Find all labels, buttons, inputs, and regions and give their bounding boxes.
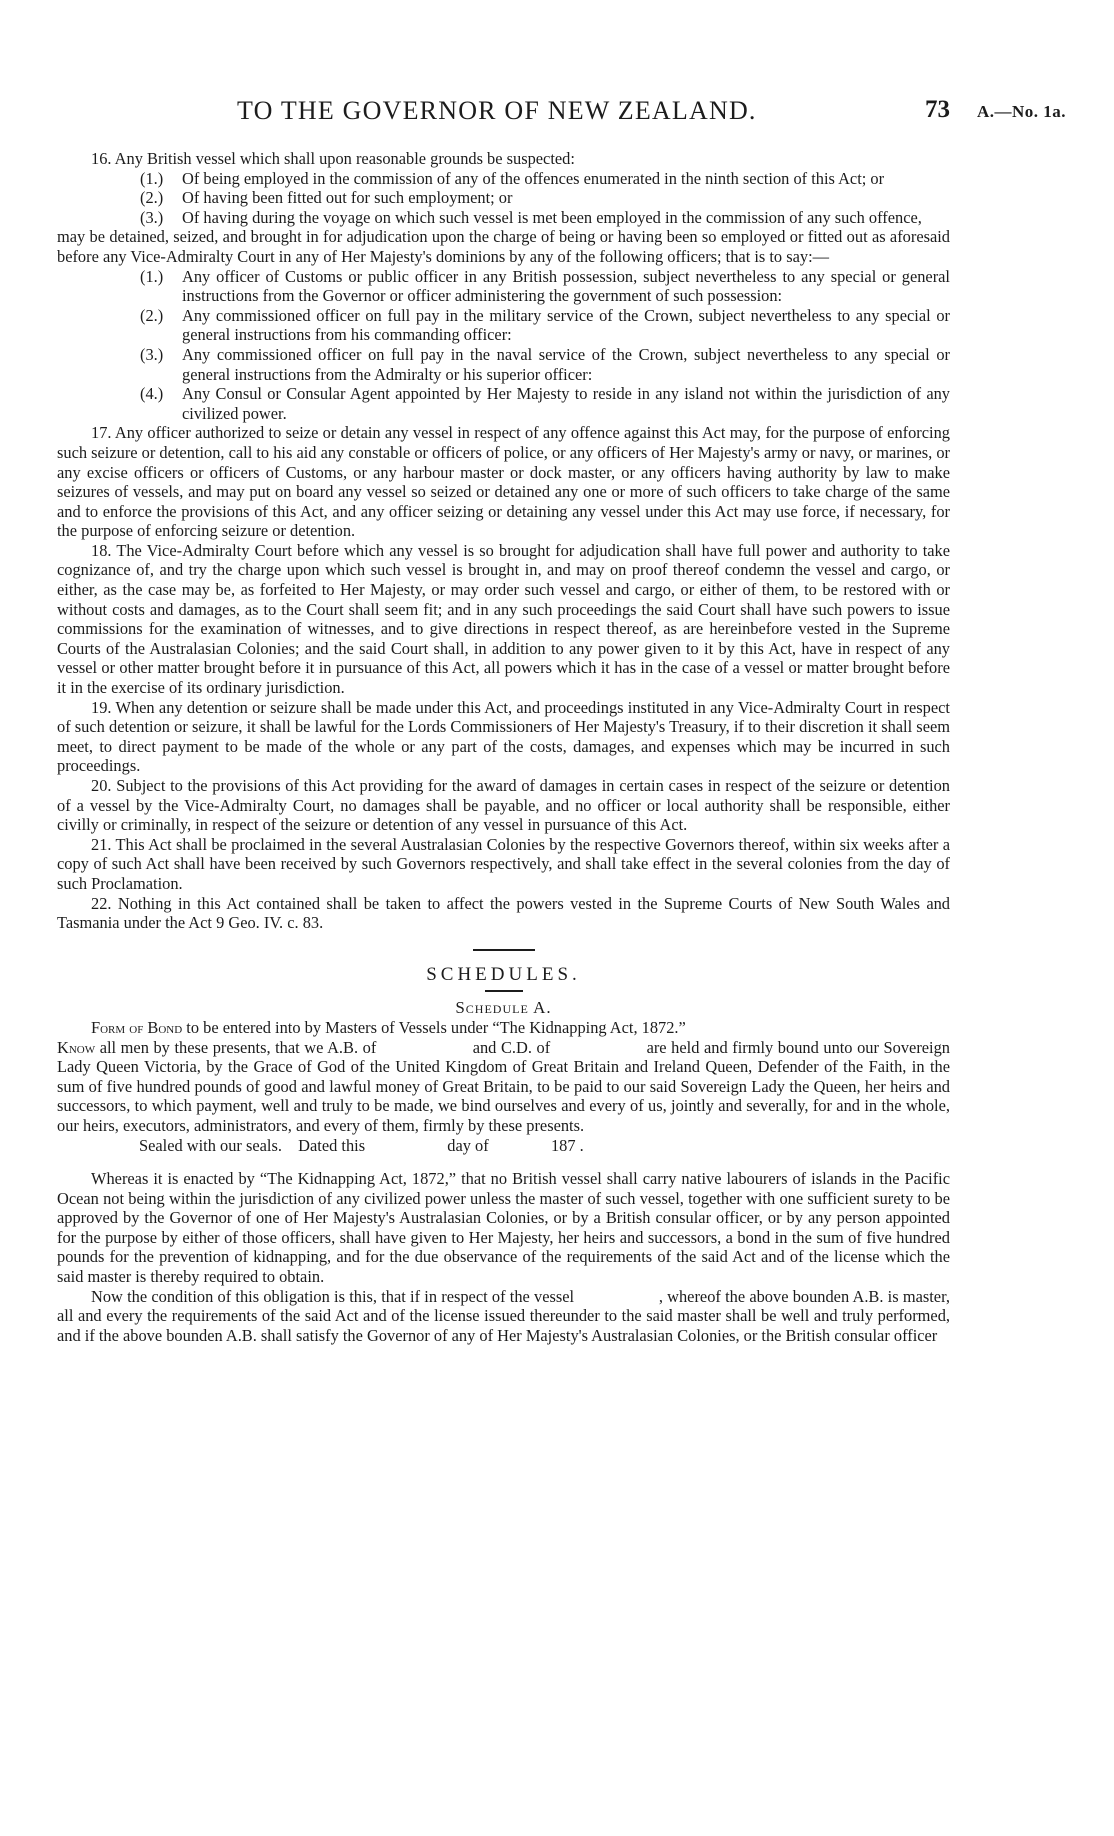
list-item: (1.) Of being employed in the commission of any of the offences enumerated in the ninth section of this Act; or xyxy=(140,168,885,188)
section-17: 17. Any officer authorized to seize or detain any vessel in respect of any offence against this Act may, for the purpose of enforcing such seizure or detention, call to his aid any constable or officers of police, or any officers of Her Majesty's army or navy, or marines, or any excise officers or officers of Customs, or any harbour master or dock master, or any officers having authority by law to make seizures of vessels, and may put on board any vessel so seized or detained any one or more of such officers to take charge of the same and to enforce the provisions of this Act, and any officer seizing or detaining any vessel under this Act may use force, if necessary, for the purpose of enforcing seizure or detention. xyxy=(57,423,950,541)
section-19: 19. When any detention or seizure shall be made under this Act, and proceedings instituted in any Vice-Admiralty Court in respect of such detention or seizure, it shall be lawful for the Lords Commissioners of Her Majesty's Treasury, if to their discretion it shall seem meet, to direct payment to be made of the whole or any part of the costs, damages, and expenses which may be incurred in such proceedings. xyxy=(57,697,950,776)
schedules-divider xyxy=(485,990,523,992)
section-18: 18. The Vice-Admiralty Court before which any vessel is so brought for adjudication shall have full power and authority to take cognizance of, and try the charge upon which such vessel is brought in, and may on proof thereof condemn the vessel and cargo, or either, as the case may be, as forfeited to Her Majesty, or may order such vessel and cargo, or either of them, to be restored with or without costs and damages, as to the Court shall seem fit; and in any such proceedings the said Court shall have such powers to issue commissions for the examination of witnesses, and to give directions in respect thereof, as are hereinbefore vested in the Supreme Courts of the Australasian Colonies; and the said Court shall, in addition to any power given to it by this Act, have in respect of any vessel or other matter brought before it in pursuance of this Act, all powers which it has in the case of a vessel or matter brought before it in the exercise of its ordinary jurisdiction. xyxy=(57,540,950,698)
section-21: 21. This Act shall be proclaimed in the several Australasian Colonies by the respective Governors thereof, within six weeks after a copy of such Act shall have been received by such Governors respectively, and shall take effect in the several colonies from the day of such Proclamation. xyxy=(57,834,950,893)
list-item: (1.) Any officer of Customs or public officer in any British possession, subject nevertheless to any special or general instructions from the Governor or officer administering the government of such possession: xyxy=(140,266,950,306)
form-of-bond: Form of Bond to be entered into by Masters of Vessels under “The Kidnapping Act, 1872.” xyxy=(91,1017,686,1037)
section-16-list xyxy=(57,169,950,228)
list-item: (2.) Of having been fitted out for such employment; or xyxy=(140,188,513,208)
whereas-paragraph: Whereas it is enacted by “The Kidnapping Act, 1872,” that no British vessel shall carry native labourers of islands in the Pacific Ocean not being within the jurisdiction of any civilized power unless the master of such vessel, together with one sufficient surety to be approved by the Governor of one of Her Majesty's Australasian Colonies, or by a British consular officer, or by any person appointed for the purpose by either of those officers, shall have given to Her Majesty, her heirs and successors, a bond in the sum of five hundred pounds for the prevention of kidnapping, and for the due observance of the requirements of the said Act and of the license which the said master is thereby required to obtain. xyxy=(57,1169,950,1287)
page-header xyxy=(0,96,1114,130)
list-item: (3.) Of having during the voyage on which such vessel is met been employed in the commission of any such offence, xyxy=(140,207,922,227)
sealed-line: Sealed with our seals. Dated this day of 187 . xyxy=(139,1135,584,1155)
document-reference: A.—No. 1a. xyxy=(977,102,1067,121)
officers-list xyxy=(57,267,950,424)
bond-text: Know all men by these presents, that we A.B. of and C.D. of are held and firmly bound unto our Sovereign Lady Queen Victoria, by the Grace of God of the United Kingdom of Great Britain and Ireland Queen, Defender of the Faith, in the sum of five hundred pounds of good and lawful money of Great Britain, to be paid to our said Sovereign Lady the Queen, her heirs and successors, to which payment, well and truly to be made, we bind ourselves and every of us, jointly and severally, for and in the whole, our heirs, executors, administrators, and every of them, firmly by these presents. xyxy=(57,1037,955,1135)
section-22: 22. Nothing in this Act contained shall be taken to affect the powers vested in the Supreme Courts of New South Wales and Tasmania under the Act 9 Geo. IV. c. 83. xyxy=(57,893,950,933)
section-16-intro: 16. Any British vessel which shall upon reasonable grounds be suspected: xyxy=(91,149,575,168)
list-item: (2.) Any commissioned officer on full pay in the military service of the Crown, subject nevertheless to any special or general instructions from his commanding officer: xyxy=(140,305,950,345)
schedule-a-heading: Schedule A. xyxy=(455,998,552,1018)
schedules-heading: SCHEDULES. xyxy=(426,963,581,985)
list-item: (3.) Any commissioned officer on full pay in the naval service of the Crown, subject nevertheless to any special or general instructions from the Admiralty or his superior officer: xyxy=(140,344,950,384)
list-item: (4.) Any Consul or Consular Agent appointed by Her Majesty to reside in any island not within the jurisdiction of any civilized power. xyxy=(140,384,950,423)
section-20: 20. Subject to the provisions of this Act providing for the award of damages in certain cases in respect of the seizure or detention of a vessel by the Vice-Admiralty Court, no damages shall be payable, and no officer or local authority shall be responsible, either civilly or criminally, in respect of the seizure or detention of any vessel in pursuance of this Act. xyxy=(57,776,950,835)
section-divider xyxy=(473,949,535,951)
section-16-body: may be detained, seized, and brought in for adjudication upon the charge of being or having been so employed or fitted out as aforesaid before any Vice-Admiralty Court in any of Her Majesty's dominions by any of the following officers; that is to say:— xyxy=(57,227,950,266)
condition-paragraph: Now the condition of this obligation is this, that if in respect of the vessel , whereof the above bounden A.B. is master, all and every the requirements of the said Act and of the license issued thereunder to the said master shall be well and truly performed, and if the above bounden A.B. shall satisfy the Governor of any of Her Majesty's Australasian Colonies, or the British consular officer xyxy=(57,1286,955,1345)
page-number: 73 xyxy=(925,96,950,123)
document-body xyxy=(57,149,955,1345)
page-title: TO THE GOVERNOR OF NEW ZEALAND. xyxy=(237,96,757,125)
